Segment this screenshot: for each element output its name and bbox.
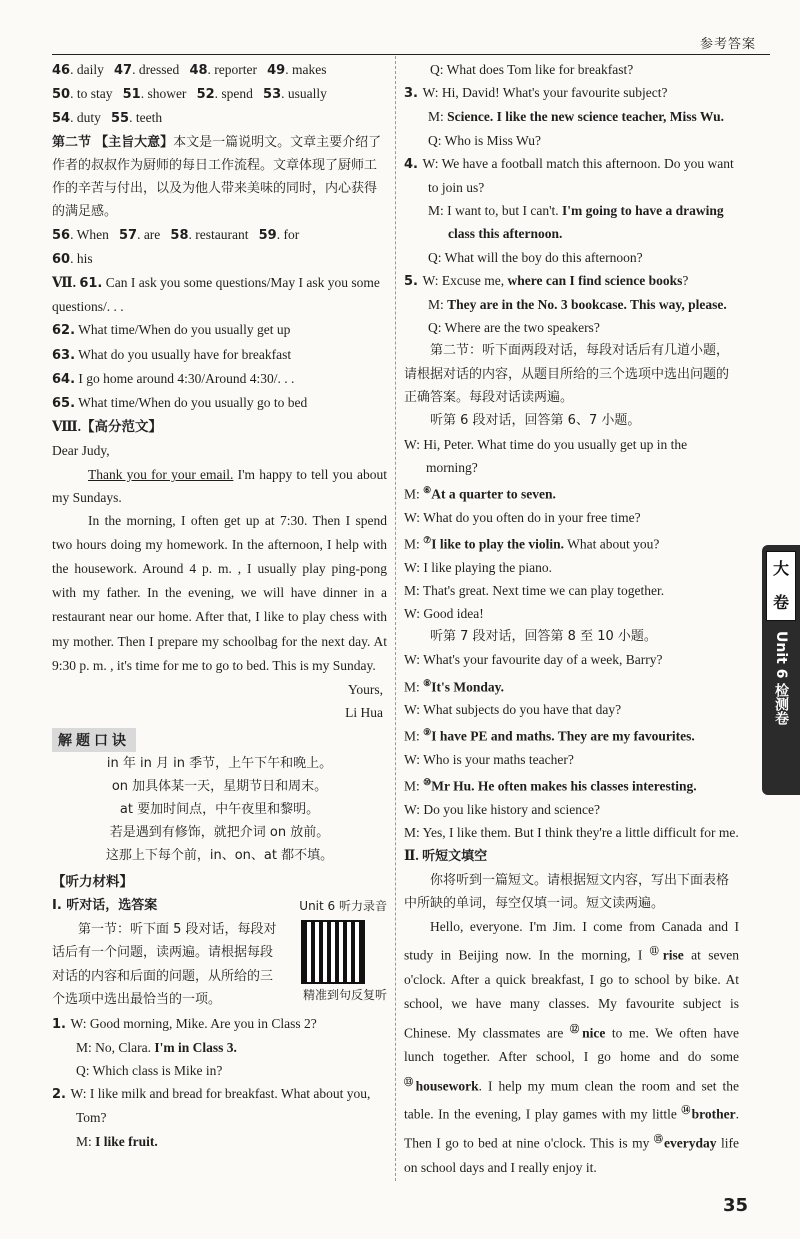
dialog-text: Good idea! [423, 605, 484, 621]
answer-number: 53 [263, 87, 282, 103]
answer-number: 59 [258, 227, 277, 243]
section-7-item [52, 318, 387, 342]
dialog6-title: 听第 6 段对话，回答第 6、7 小题。 [430, 413, 641, 429]
speaker-label: W: [404, 702, 424, 718]
passage-text: life on school days and I really enjoy it. [404, 1135, 739, 1175]
answer-text: . dressed [132, 62, 180, 77]
dialog-number: 3. [404, 86, 423, 102]
speaker-label: W: [422, 155, 442, 171]
dialog-answer: It's Monday. [431, 679, 504, 695]
side-tab[interactable] [762, 545, 800, 795]
answer-number: 58 [170, 227, 189, 243]
answer-text: . duty [70, 110, 101, 126]
dialog-text: Hi, Peter. What time do you usually get up in the morning? [423, 436, 688, 475]
left-column [52, 58, 387, 1153]
dialog-answer: I like fruit. [95, 1133, 158, 1149]
answer-number: 48 [189, 63, 208, 78]
letter-greeting: Dear Judy, [52, 443, 110, 459]
dialog-line [52, 1059, 387, 1082]
listening-title: 【听力材料】 [52, 874, 133, 891]
section-7 [52, 271, 387, 415]
section-7-number: 65. [52, 396, 76, 412]
dialog-line [404, 246, 739, 269]
section-7-item [52, 367, 387, 391]
dialog-line [404, 821, 739, 844]
dialog-line [404, 579, 739, 602]
answer-row [52, 82, 387, 106]
question-marker: ⑨ [423, 727, 432, 738]
answer-text: . When [70, 226, 109, 242]
speaker-label: M: [404, 536, 424, 552]
speaker-label: M: [428, 203, 448, 219]
answer-text: . spend [214, 86, 253, 102]
page-header [0, 0, 800, 54]
dialog-answer: Science. I like the new science teacher, Miss Wu. [447, 109, 724, 125]
dialog-line [404, 293, 739, 316]
speaker-label: M: [76, 1039, 96, 1055]
speaker-label: W: [404, 509, 424, 525]
dialog-line [52, 1012, 387, 1036]
dialog-line [404, 798, 739, 821]
dialog-text: Who is Miss Wu? [444, 132, 541, 148]
dialog-text: Hi, David! What's your favourite subject? [441, 85, 668, 101]
header-title: 参考答案 [699, 37, 756, 52]
column-divider [395, 56, 396, 1181]
speaker-label: W: [70, 1015, 90, 1031]
tip-line: at 要加时间点，中午夜里和黎明。 [119, 802, 320, 818]
dialog-text: That's great. Next time we can play together. [422, 582, 665, 598]
listening-section-2-roman: Ⅱ. [404, 848, 419, 864]
dialog-answer: At a quarter to seven. [431, 486, 556, 502]
speaker-label: Q: [428, 249, 445, 265]
dialog-line [404, 479, 739, 506]
answer-number: 56 [52, 227, 71, 243]
dialog-answer: I like to play the violin. [431, 536, 564, 552]
blank-answer: brother [691, 1106, 736, 1122]
dialog-text: Who is your maths teacher? [423, 752, 574, 768]
dialog-text: Which class is Mike in? [92, 1062, 223, 1078]
dialog-text: Do you like history and science? [423, 802, 600, 818]
blank-answer: nice [582, 1025, 606, 1041]
tip-line: 若是遇到有修饰，就把介词 on 放前。 [109, 825, 330, 841]
dialog-answer: I have PE and maths. They are my favourites. [431, 728, 695, 744]
answer-text: . teeth [129, 110, 163, 126]
answer-number: 50 [52, 87, 71, 103]
section-8-title: 【高分范文】 [81, 419, 163, 436]
dialog-line [404, 152, 739, 199]
right-column [404, 58, 739, 1180]
letter-closing: Yours, [347, 681, 383, 697]
left-dialogs [52, 1012, 387, 1153]
speaker-label: W: [422, 272, 442, 288]
dialog-text: What's your favourite day of a week, Barry? [423, 652, 663, 668]
dialog-number: 1. [52, 1016, 71, 1032]
answer-text: . reporter [207, 62, 258, 77]
answer-text: . for [276, 226, 300, 242]
section-8-roman: Ⅷ. [52, 419, 82, 435]
dialog-line [404, 433, 739, 479]
dialog-text: Yes, I like them. But I think they're a little difficult for me. [422, 825, 739, 841]
speaker-label: W: [404, 802, 424, 818]
passage [404, 915, 739, 1180]
sample-letter [52, 439, 387, 724]
answer-row [52, 247, 387, 271]
passage-text: to me. We often have lunch together. After school, I go home and do some [404, 1025, 739, 1065]
section-7-text: What do you usually have for breakfast [75, 346, 292, 362]
right-dialogs [404, 81, 739, 339]
dialog-number: 4. [404, 156, 423, 172]
dialog-text: We have a football match this afternoon. Do you want to join us? [428, 155, 734, 196]
speaker-label: M: [404, 486, 424, 502]
section-7-number: 62. [52, 323, 76, 339]
speaker-label: W: [404, 752, 424, 768]
header-rule [52, 54, 770, 55]
section-7-text: Can I ask you some questions/May I ask you some questions/. . . [52, 275, 380, 315]
dialog-line [404, 529, 739, 556]
dialog-answer: Mr Hu. He often makes his classes interesting. [431, 778, 697, 794]
listening-section-2-heading [404, 844, 739, 868]
passage-text: at seven o'clock. After a quick breakfast, I go to school by bike. At school, we have many classes. My favourite subject is Chinese. My classmates are [404, 947, 739, 1041]
dialog-line [404, 81, 739, 105]
passage-text: . I help my mum clean the room and set the table. In the evening, I play games with my little [404, 1078, 739, 1122]
section-7-number: 64. [52, 371, 76, 387]
question-marker: ⑥ [423, 484, 432, 495]
page-number: 35 [722, 1195, 748, 1216]
section-8-heading [52, 415, 387, 439]
dialog-text: No, Clara. [95, 1039, 155, 1055]
letter-p1-underlined: Thank you for your email. [88, 466, 234, 482]
answer-number: 51 [122, 87, 141, 103]
dialog-line [404, 602, 739, 625]
dialog-answer: where can I find science books [507, 272, 683, 288]
section2-summary [52, 131, 387, 223]
dialog-line [404, 672, 739, 699]
dialog-line [404, 771, 739, 798]
speaker-label: W: [404, 652, 424, 668]
blank-marker: ⑬ [404, 1076, 416, 1087]
answer-text: . restaurant [188, 226, 249, 242]
dialog-text: Good morning, Mike. Are you in Class 2? [89, 1015, 317, 1031]
qr-code-icon[interactable] [301, 920, 365, 984]
listening-section-1-title: Ⅰ. 听对话，选答案 [52, 898, 158, 914]
answers-block-a [52, 58, 387, 131]
answer-text: . to stay [70, 86, 113, 102]
passage-text: Hello, everyone. I'm Jim. I come from Canada and I study in Beijing now. In the morning, I [404, 919, 739, 963]
blank-answer: everyday [664, 1135, 717, 1151]
listening-intro: 第一节：听下面 5 段对话，每段对话后有一个问题，读两遍。请根据每段对话的内容和后面的问题，从所给的三个选项中选出最恰当的一项。 [52, 921, 277, 1008]
section-7-number: 63. [52, 347, 76, 363]
speaker-label: W: [422, 85, 442, 101]
letter-p1-rest: I'm happy to tell you about my Sundays. [52, 466, 387, 505]
passage-text: . Then I go to bed at nine o'clock. This is my [404, 1106, 739, 1151]
dialog-line [404, 648, 739, 671]
qr-caption-top: Unit 6 听力录音 [299, 899, 387, 914]
answer-number: 52 [196, 87, 215, 103]
answers-block-b [52, 223, 387, 271]
dialog-answer: I'm going to have a drawing class this afternoon. [448, 203, 724, 242]
answer-text: . makes [285, 62, 327, 77]
answer-text: . usually [281, 86, 327, 102]
answer-number: 60 [52, 251, 71, 267]
dialog-answer: I'm in Class 3. [154, 1039, 237, 1055]
section2-instructions: 你将听到一篇短文。请根据短文内容，写出下面表格中所缺的单词，每空仅填一词。短文读两遍。 [404, 872, 730, 911]
section-7-item [52, 271, 387, 318]
answer-text: . are [137, 226, 161, 242]
dialog-text: I like milk and bread for breakfast. What about you, Tom? [76, 1086, 371, 1126]
question-marker: ⑦ [423, 534, 432, 545]
section-7-number: 61. [79, 276, 103, 292]
dialog-line [52, 1082, 387, 1129]
dialog-text: Where are the two speakers? [444, 320, 600, 336]
speaker-label: Q: [428, 132, 445, 148]
tip-line: 这那上下每个前，in、on、at 都不填。 [105, 848, 334, 864]
question-marker: ⑧ [423, 677, 432, 688]
speaker-label: Q: [428, 320, 445, 336]
dialog-line [52, 1130, 387, 1153]
tips-box [52, 728, 387, 867]
side-tab-label: 大卷 [766, 551, 796, 621]
blank-answer: housework [415, 1078, 479, 1093]
dialog-number: 5. [404, 273, 423, 289]
answer-row [52, 106, 387, 130]
letter-signature: Li Hua [345, 704, 383, 720]
tip-line: in 年 in 月 in 季节，上午下午和晚上。 [106, 756, 333, 772]
dialog-line [404, 506, 739, 529]
q2-question: Q: What does Tom like for breakfast? [430, 62, 634, 77]
dialog-number: 2. [52, 1087, 71, 1103]
section-7-text: I go home around 4:30/Around 4:30/. . . [75, 370, 295, 386]
speaker-label: M: [404, 728, 424, 744]
answer-text: . his [70, 250, 93, 266]
dialog-text: What will the boy do this afternoon? [444, 249, 643, 265]
dialog-text: Excuse me, [441, 272, 508, 288]
answer-text: . daily [70, 62, 104, 77]
dialog-line [404, 748, 739, 771]
dialog-text: What subjects do you have that day? [423, 702, 622, 718]
dialog-7 [404, 648, 739, 844]
answer-number: 54 [52, 111, 71, 127]
answer-number: 46 [52, 63, 71, 78]
dialog-line [404, 721, 739, 748]
section2-intro: 第二节：听下面两段对话，每段对话后有几道小题，请根据对话的内容，从题目所给的三个选项中选出问题的正确答案。每段对话读两遍。 [404, 343, 730, 406]
qr-caption-bottom: 精准到句反复听 [302, 988, 387, 1003]
blank-marker: ⑫ [569, 1023, 583, 1034]
dialog-text: I like playing the piano. [423, 559, 552, 575]
speaker-label: M: [404, 582, 423, 598]
dialog-line [52, 1036, 387, 1059]
tip-line: on 加具体某一天，星期节日和周末。 [111, 779, 328, 795]
blank-marker: ⑮ [653, 1133, 665, 1144]
answer-number: 49 [267, 63, 286, 78]
answer-row [52, 223, 387, 247]
speaker-label: M: [404, 825, 423, 841]
answer-text: . shower [140, 86, 187, 102]
speaker-label: M: [76, 1133, 96, 1149]
dialog-6 [404, 433, 739, 626]
dialog-line [404, 129, 739, 152]
section-7-text: What time/When do you usually get up [75, 322, 291, 338]
section2-tag: 【主旨大意】 [95, 134, 174, 150]
speaker-label: M: [428, 109, 448, 125]
dialog-answer: They are in the No. 3 bookcase. This way, please. [447, 297, 727, 313]
speaker-label: W: [404, 605, 424, 621]
dialog-line [404, 199, 739, 245]
dialog-line [404, 316, 739, 339]
section-7-item [52, 391, 387, 415]
letter-paragraph-2: In the morning, I often get up at 7:30. Then I spend two hours doing my homework. In the afternoon, I help with the housework. Around 4 p. m. , I usually play ping-pong with my father. In the evening, we will have dinner in a restaurant near our home. After that, I like to play chess with my mother. Then I prepare my schoolbag for the next day. At 9:30 p. m. , it's time for me to go to bed. This is my Sunday. [52, 513, 387, 673]
section-7-item [52, 343, 387, 367]
section2-label: 第二节 [52, 134, 92, 150]
blank-marker: ⑭ [681, 1105, 692, 1116]
blank-answer: rise [662, 947, 684, 963]
answer-number: 47 [113, 63, 133, 78]
dialog-text: What about you? [563, 536, 660, 552]
speaker-label: M: [404, 778, 424, 794]
dialog-text: ? [682, 272, 689, 288]
speaker-label: W: [404, 559, 424, 575]
dialog-text: What do you often do in your free time? [423, 509, 641, 525]
dialog-line [404, 105, 739, 128]
blank-marker: ⑪ [649, 946, 663, 957]
dialog7-title: 听第 7 段对话，回答第 8 至 10 小题。 [430, 629, 657, 645]
speaker-label: W: [404, 436, 424, 452]
dialog-line [404, 556, 739, 579]
section-7-text: What time/When do you usually go to bed [75, 395, 308, 411]
tips-title: 解题口诀 [52, 728, 136, 752]
speaker-label: W: [70, 1086, 90, 1102]
speaker-label: Q: [76, 1062, 93, 1078]
answer-row [52, 58, 387, 82]
question-marker: ⑩ [423, 777, 432, 788]
tips-lines [52, 752, 387, 867]
listening-section-2-title: 听短文填空 [422, 849, 488, 865]
dialog-text: I want to, but I can't. [447, 203, 563, 219]
section-7-roman: Ⅶ. [52, 275, 80, 291]
speaker-label: M: [428, 297, 448, 313]
answer-number: 57 [118, 227, 138, 243]
letter-paragraph-1 [52, 463, 387, 509]
speaker-label: M: [404, 679, 424, 695]
dialog-line [404, 269, 739, 293]
dialog-line [404, 698, 739, 721]
answer-number: 55 [110, 111, 130, 127]
side-tab-unit: Unit 6 检测卷 [773, 631, 789, 726]
listening-section-1 [52, 894, 387, 1152]
section2-text: 本文是一篇说明文。文章主要介绍了作者的叔叔作为厨师的每日工作流程。文章体现了厨师工作的辛苦与付出，以及为他人带来美味的同时，内心获得的满足感。 [52, 134, 382, 219]
